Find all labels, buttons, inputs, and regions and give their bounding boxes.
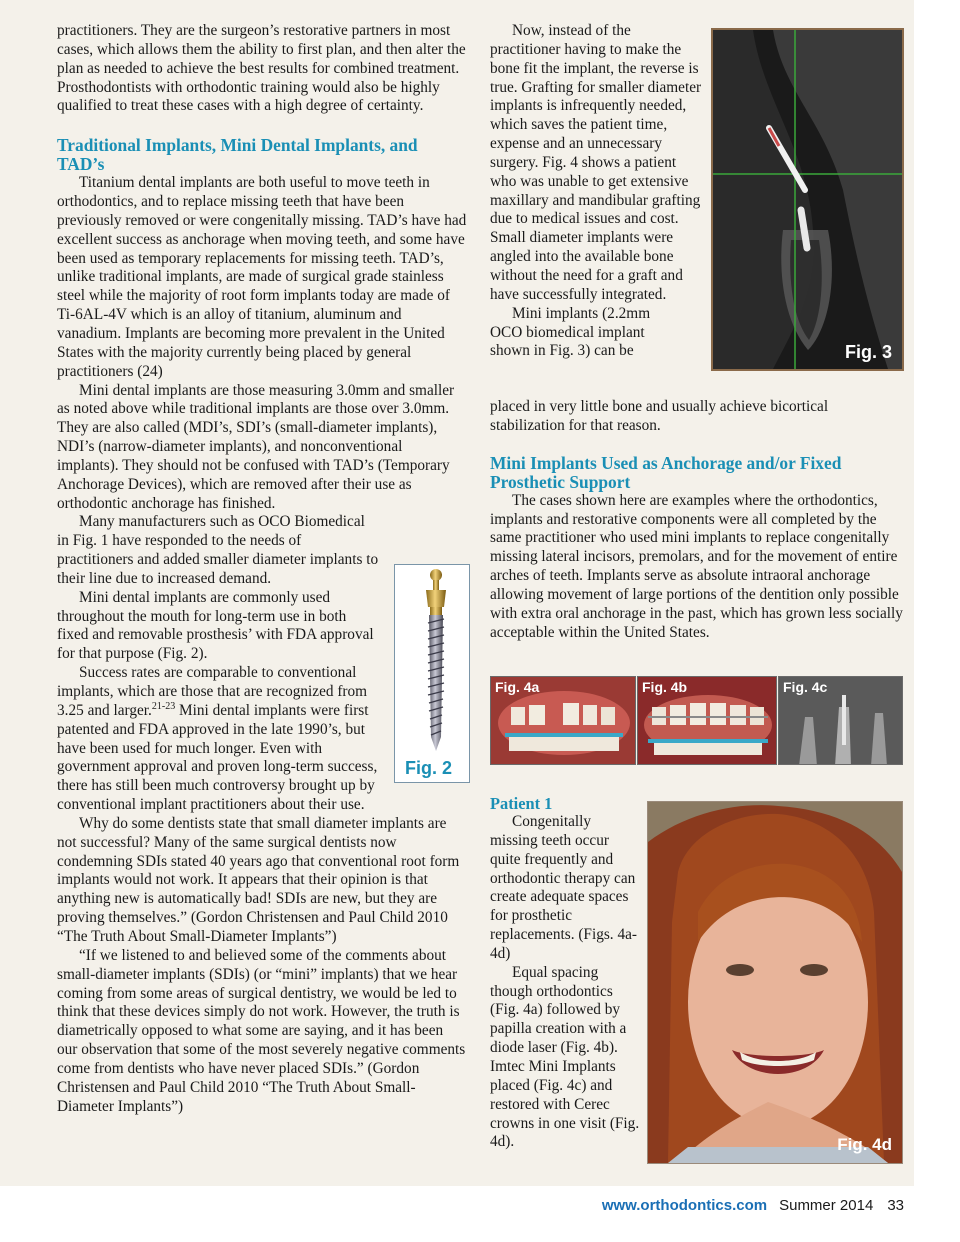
paragraph-quote: “If we listened to and believed some of the comments about small-diameter implants (SDIs) (or “mini” implants) that we hear coming from some areas of surgical dentistry, we would be led to think that these devices simply do not work. However, the truth is diametrically opposed to what some are saying, and it has been our observation that some of the most severely negative comments come from dentists who have never placed SDIs.” (Gordon Christensen and Paul Child 2010 “The Truth About Small-Diameter Implants”) — [57, 946, 466, 1115]
right-column-bottom — [490, 794, 640, 1152]
figure-3-ct-scan — [711, 28, 904, 371]
paragraph-practitioner-bone-fit: Now, instead of the practitioner having to make the bone fit the implant, the reverse is true. Grafting for smaller diameter implants is infrequently needed, which saves the patient time, expense and an unnecessary surgery. Fig. 4 shows a patient who was unable to get extensive maxillary and mandibular grafting due to medical issues and cost. Small diameter implants were angled into the available bone without the need for a graft and have successfully integrated. — [490, 22, 702, 303]
paragraph-bicortical: placed in very little bone and usually achieve bicortical stabilization for that reason. — [490, 398, 829, 434]
section-heading-traditional-implants: Traditional Implants, Mini Dental Implants, and TAD’s — [57, 135, 418, 175]
paragraph-titanium: Titanium dental implants are both useful to move teeth in orthodontics, and to replace missing teeth that have been previously removed or were congenitally missing. TAD’s have had excellent success as anchorage when moving teeth, and some have been used as temporary replacements for missing teeth. TAD’s, unlike traditional implants, are made of surgical grade stainless steel while the majority of root form implants today are made of Ti-6AL-4V which is an alloy of titanium, aluminum and vanadium. Implants are becoming more prevalent in the United States with the majority currently being placed by general practitioners (24) — [57, 174, 467, 380]
ct-scan-image — [713, 30, 902, 369]
right-column-middle — [490, 398, 904, 642]
paragraph-why-dentists: Why do some dentists state that small diameter implants are not successful? Many of the same surgical dentists now condemning SDIs stated 40 years ago that conventional root form implants would not work. It appears that their opinion is that anything new is automatically bad! SDIs are new, but they are proving themselves.” (Gordon Christensen and Paul Child 2010 “The Truth About Small-Diameter Implants”) — [57, 814, 460, 945]
figure-4b-label: Fig. 4b — [642, 679, 688, 695]
figure-4-strip — [490, 676, 903, 765]
figure-4d-label: Fig. 4d — [837, 1135, 892, 1154]
figure-3-label: Fig. 3 — [844, 342, 892, 362]
figure-2-label: Fig. 2 — [405, 758, 453, 778]
figure-4b — [637, 676, 777, 765]
figure-4c — [778, 676, 903, 765]
paragraph-intro: practitioners. They are the surgeon’s restorative partners in most cases, which allows them the ability to first plan, and then alter the plan as needed to achieve the best results for combined treatment. Prosthodontists with orthodontic training would also be highly qualified to treat these cases with a high degree of certainty. — [57, 22, 466, 115]
paragraph-mini-implants-size: Mini implants (2.2mm OCO biomedical implant shown in Fig. 3) can be — [490, 304, 651, 360]
paragraph-cases-shown: The cases shown here are examples where the orthodontics, implants and restorative components were all completed by the same practitioner who used mini implants to replace congenitally missing lateral incisors, premolars, and for the movement of entire arches of teeth. Implants serve as absolute intraoral anchorage allowing movement of large portions of the dentition only possible with extra oral anchorage in the past, which has grown less socially acceptable within the United States. — [490, 491, 903, 641]
footer-issue: Summer 2014 — [779, 1197, 874, 1214]
paragraph-manufacturers: Many manufacturers such as OCO Biomedical in Fig. 1 have responded to the needs of practitioners and added smaller diameter implants to their line due to increased demand. — [57, 513, 379, 587]
figure-4d-photo — [648, 802, 902, 1163]
page-footer — [602, 1197, 904, 1214]
paragraph-success-rates: Success rates are comparable to conventional implants, which are those that are recognized from 3.25 and larger.$^{21-23}$ Mini dental implants were first patented and FDA approved in the late 1990’s, but have been used for much longer. Even with government approval and proven long-term success, there has still been much controversy brought up by conventional implant practitioners about their use. — [57, 664, 378, 814]
footer-website-link[interactable]: www.orthodontics.com — [601, 1197, 768, 1214]
right-column-top — [490, 22, 702, 361]
patient-1-heading: Patient 1 — [490, 794, 553, 813]
section-heading-mini-implants-anchorage: Mini Implants Used as Anchorage and/or Fixed Prosthetic Support — [490, 452, 842, 492]
figure-2-mini-implant — [394, 564, 470, 783]
figure-4a-label: Fig. 4a — [495, 679, 540, 695]
paragraph-mini-dental: Mini dental implants are those measuring 3.0mm and smaller as noted above while traditional implants are those over 3.0mm. They are also called (MDI’s, SDI’s (small-diameter implants), NDI’s (narrow-diameter implants), and nonconventional implants). They should not be confused with TAD’s (Temporary Anchorage Devices), which are removed after their use as orthodontic anchorage has finished. — [57, 381, 455, 512]
paragraph-commonly-used: Mini dental implants are commonly used throughout the mouth for long-term use in both fixed and removable prosthesis’ with FDA approval for that purpose (Fig. 2). — [57, 588, 374, 663]
mini-implant-illustration — [395, 565, 468, 755]
paragraph-equal-spacing: Equal spacing though orthodontics (Fig. 4a) followed by papilla creation with a diode laser (Fig. 4b). Imtec Mini Implants placed (Fig. 4c) and restored with Cerec crowns in one visit (Fig. 4d). — [490, 963, 640, 1151]
paragraph-congenitally-missing: Congenitally missing teeth occur quite frequently and orthodontic therapy can create adequate spaces for prosthetic replacements. (Figs. 4a-4d) — [490, 813, 637, 962]
figure-4a — [490, 676, 636, 765]
footer-page-number: 33 — [887, 1197, 904, 1214]
figure-4c-label: Fig. 4c — [783, 679, 828, 695]
figure-4d-portrait — [647, 801, 903, 1164]
